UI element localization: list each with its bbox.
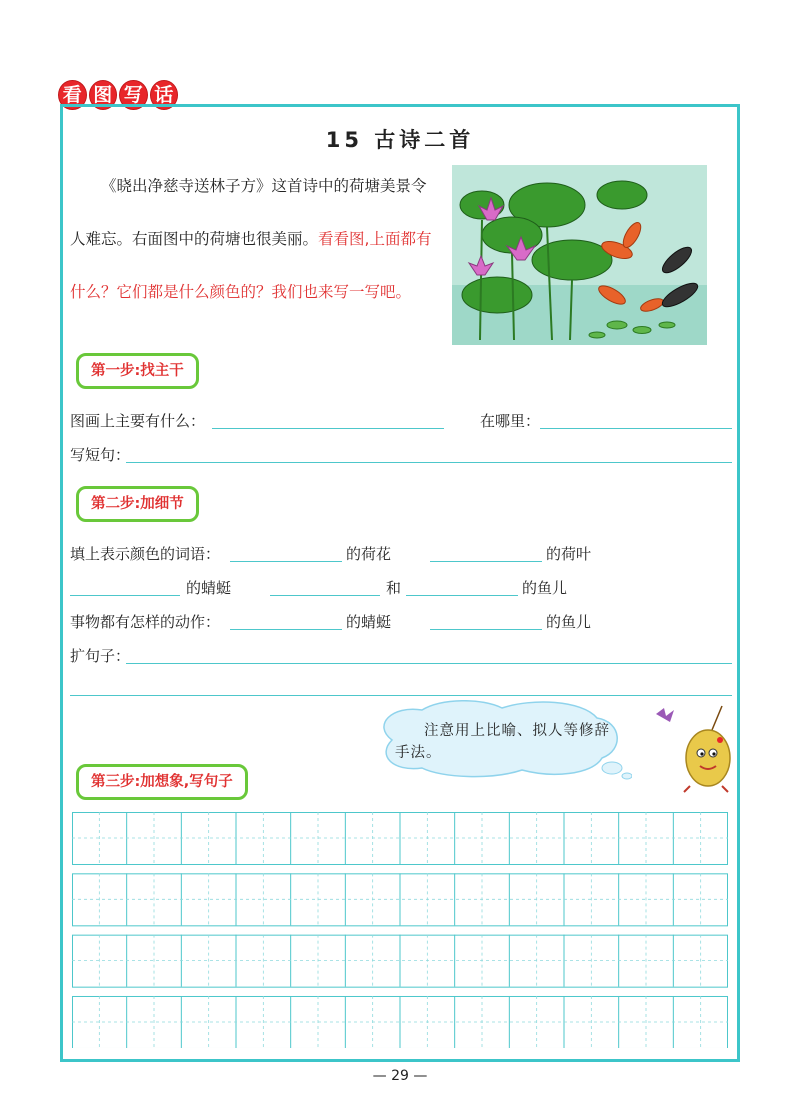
badge-char-4: 话 xyxy=(150,80,179,110)
page-number: — 29 — xyxy=(372,1068,428,1084)
step1-q-where: 在哪里： xyxy=(480,412,541,430)
lotus-leaf-label: 的荷叶 xyxy=(546,545,592,563)
writing-grid[interactable] xyxy=(72,812,728,1048)
dragonfly-action-label: 的蜻蜓 xyxy=(346,613,392,631)
lotus-flower-label: 的荷花 xyxy=(346,545,392,563)
fish-label: 的鱼儿 xyxy=(522,579,568,597)
intro-prompt: 看看图,上面都有什么？它们都是什么颜色的？我们也来写一写吧。 xyxy=(70,230,432,301)
expand-sentence-prompt: 扩句子： xyxy=(70,647,131,665)
color-prompt: 填上表示颜色的词语： xyxy=(70,545,221,563)
answer-line-expand-1[interactable] xyxy=(126,663,732,664)
action-prompt: 事物都有怎样的动作： xyxy=(70,613,221,631)
answer-line-where[interactable] xyxy=(540,428,732,429)
intro-paragraph xyxy=(70,160,435,319)
step3-label: 第三步:加想象,写句子 xyxy=(76,764,248,800)
step2-label: 第二步:加细节 xyxy=(76,486,199,522)
step1-q-what: 图画上主要有什么： xyxy=(70,412,206,430)
blank-fish-action[interactable] xyxy=(430,629,542,630)
badge-char-1: 看 xyxy=(58,80,87,110)
hint-text: 注意用上比喻、拟人等修辞手法。 xyxy=(395,723,610,761)
dragonfly-label: 的蜻蜓 xyxy=(186,579,232,597)
answer-line-expand-2[interactable] xyxy=(70,695,732,696)
blank-fish-color-2[interactable] xyxy=(406,595,518,596)
and-label: 和 xyxy=(386,579,402,597)
blank-lotus-leaf-color[interactable] xyxy=(430,561,542,562)
blank-lotus-flower-color[interactable] xyxy=(230,561,342,562)
fish-action-label: 的鱼儿 xyxy=(546,613,592,631)
blank-dragonfly-color[interactable] xyxy=(70,595,180,596)
answer-line-what[interactable] xyxy=(212,428,444,429)
step1-q-sentence: 写短句： xyxy=(70,446,131,464)
intro-text: 《晓出净慈寺送林子方》这首诗中的荷塘美景令人难忘。右面图中的荷塘也很美丽。 xyxy=(70,177,427,248)
step1-label: 第一步:找主干 xyxy=(76,353,199,389)
badge-char-2: 图 xyxy=(89,80,118,110)
blank-dragonfly-action[interactable] xyxy=(230,629,342,630)
potato-mascot-icon xyxy=(650,700,740,795)
answer-line-sentence[interactable] xyxy=(126,462,732,463)
page-title: 15 古诗二首 xyxy=(325,128,475,152)
badge-char-3: 写 xyxy=(119,80,148,110)
blank-fish-color-1[interactable] xyxy=(270,595,380,596)
lotus-pond-illustration xyxy=(452,165,707,345)
